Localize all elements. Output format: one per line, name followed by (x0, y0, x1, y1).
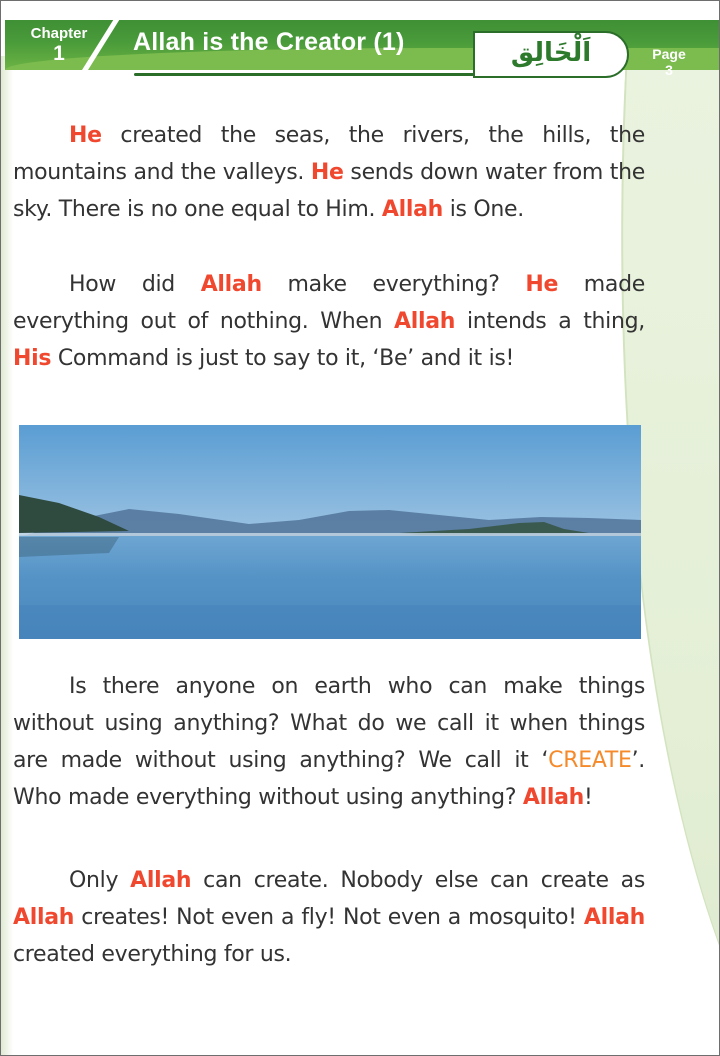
arabic-title: اَلْخَالِق (510, 38, 592, 68)
arabic-title-badge (473, 31, 629, 78)
text-segment: intends a thing, (455, 309, 645, 334)
title-underline (134, 73, 474, 76)
highlight-word: He (69, 123, 102, 148)
paragraph-4 (13, 862, 645, 973)
lake-mountains-photo (19, 425, 641, 639)
text-segment: created everything for us. (13, 942, 292, 967)
chapter-number: 1 (53, 42, 65, 65)
text-segment: ! (584, 785, 593, 810)
highlight-word: Allah (394, 309, 456, 334)
chapter-header-band (5, 20, 719, 78)
paragraph-3 (13, 668, 645, 816)
text-segment: creates! Not even a fly! Not even a mosquito! (74, 905, 584, 930)
text-segment: is One. (443, 197, 524, 222)
highlight-word: His (13, 346, 52, 371)
text-segment: ’. Who made everything without using anything? (13, 748, 645, 810)
text-segment: Only (69, 868, 131, 893)
text-segment: created the seas, the rivers, the hills, the mountains and the valleys. (13, 123, 645, 185)
paragraph-1 (13, 117, 645, 228)
highlight-word: Allah (130, 868, 192, 893)
page-number: 3 (665, 62, 673, 78)
chapter-label: Chapter (30, 25, 88, 42)
highlight-word: Allah (200, 272, 262, 297)
landscape-illustration (19, 425, 641, 639)
highlight-word-create: CREATE (548, 748, 632, 773)
highlight-word: He (525, 272, 559, 297)
text-segment: Command is just to say to it, ‘Be’ and it is! (51, 346, 515, 371)
page-label: Page (652, 46, 686, 62)
page-indicator (641, 46, 697, 78)
text-segment: made everything out of nothing. When (13, 272, 646, 334)
highlight-word: Allah (13, 905, 75, 930)
highlight-word: Allah (522, 785, 585, 810)
text-segment: Is there anyone on earth who can make things without using anything? What do we call it when things are made without using anything? We call it ‘ (13, 674, 645, 773)
highlight-word: Allah (381, 197, 443, 222)
text-segment: make everything? (261, 272, 526, 297)
page-title: Allah is the Creator (1) (133, 28, 405, 56)
text-segment: can create. Nobody else can create as (191, 868, 646, 893)
highlight-word: He (310, 160, 344, 185)
text-segment: How did (69, 272, 201, 297)
highlight-word: Allah (583, 905, 645, 930)
decorative-left-strip (1, 56, 13, 1056)
text-segment: sends down water from the sky. There is no one equal to Him. (13, 160, 645, 222)
paragraph-2 (13, 266, 645, 377)
